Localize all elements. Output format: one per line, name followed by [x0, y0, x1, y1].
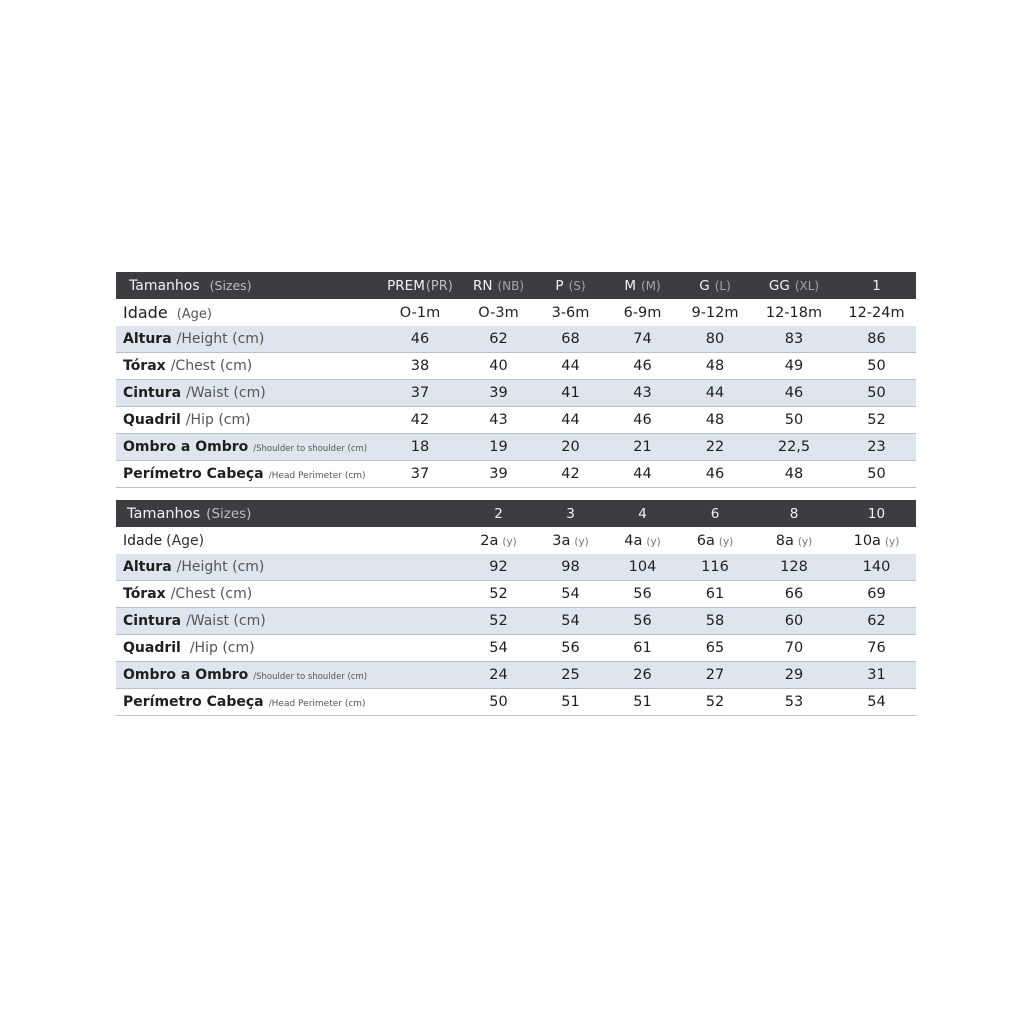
table-cell: 25 [535, 662, 606, 689]
age-cell: 10a (y) [837, 527, 916, 554]
age-cell: 12-24m [837, 299, 916, 326]
row-label: Tórax /Chest (cm) [116, 581, 462, 608]
age-cell: 2a (y) [462, 527, 535, 554]
age-label: Idade (Age) [116, 299, 378, 326]
table-cell: 83 [751, 326, 837, 353]
age-cell: 9-12m [679, 299, 751, 326]
table-cell: 128 [751, 554, 837, 581]
table-cell: 62 [837, 608, 916, 635]
table-cell: 46 [679, 461, 751, 488]
table-cell: 44 [535, 353, 606, 380]
age-cell: 6a (y) [679, 527, 751, 554]
table-cell: 27 [679, 662, 751, 689]
table-cell: 56 [535, 635, 606, 662]
size-col-header: PREM(PR) [378, 272, 462, 299]
table-row [116, 434, 916, 461]
table-cell: 48 [751, 461, 837, 488]
table-cell: 74 [606, 326, 679, 353]
sizes-label: Tamanhos [127, 505, 201, 522]
table-cell: 44 [679, 380, 751, 407]
table-row [116, 407, 916, 434]
table-cell: 48 [679, 407, 751, 434]
table-cell: 43 [462, 407, 535, 434]
row-label: Ombro a Ombro /Shoulder to shoulder (cm) [116, 662, 462, 689]
table-row [116, 326, 916, 353]
sizes-label-sub: (Sizes) [209, 277, 252, 293]
row-label: Perímetro Cabeça /Head Perimeter (cm) [116, 461, 378, 488]
row-label: Quadril /Hip (cm) [116, 635, 462, 662]
age-cell: 6-9m [606, 299, 679, 326]
table-cell: 61 [606, 635, 679, 662]
table-cell: 51 [535, 689, 606, 716]
size-col-header: 6 [679, 500, 751, 527]
table-cell: 68 [535, 326, 606, 353]
table-header-row [116, 500, 916, 527]
row-label: Altura /Height (cm) [116, 554, 462, 581]
size-col-header: G (L) [679, 272, 751, 299]
table-cell: 38 [378, 353, 462, 380]
table-cell: 53 [751, 689, 837, 716]
table-cell: 52 [837, 407, 916, 434]
size-col-header: 1 [837, 272, 916, 299]
table-row [116, 689, 916, 716]
table-cell: 50 [837, 380, 916, 407]
size-col-header: 4 [606, 500, 679, 527]
size-col-header: 3 [535, 500, 606, 527]
table-cell: 50 [837, 461, 916, 488]
age-row [116, 299, 916, 326]
age-cell: 8a (y) [751, 527, 837, 554]
table-row [116, 380, 916, 407]
row-label: Cintura /Waist (cm) [116, 608, 462, 635]
size-col-header: P (S) [535, 272, 606, 299]
table-cell: 69 [837, 581, 916, 608]
table-cell: 52 [462, 581, 535, 608]
table-cell: 54 [535, 581, 606, 608]
table-cell: 116 [679, 554, 751, 581]
age-label: Idade (Age) [116, 527, 462, 554]
table-cell: 44 [606, 461, 679, 488]
table-cell: 26 [606, 662, 679, 689]
table-cell: 20 [535, 434, 606, 461]
size-col-header: RN (NB) [462, 272, 535, 299]
table-cell: 80 [679, 326, 751, 353]
table-cell: 56 [606, 608, 679, 635]
size-col-header: 8 [751, 500, 837, 527]
table-cell: 61 [679, 581, 751, 608]
table-header-row [116, 272, 916, 299]
table-cell: 29 [751, 662, 837, 689]
table-cell: 54 [462, 635, 535, 662]
row-label: Ombro a Ombro /Shoulder to shoulder (cm) [116, 434, 378, 461]
table-cell: 140 [837, 554, 916, 581]
table-cell: 60 [751, 608, 837, 635]
table-cell: 52 [462, 608, 535, 635]
table-cell: 43 [606, 380, 679, 407]
table-cell: 65 [679, 635, 751, 662]
table-cell: 31 [837, 662, 916, 689]
table-cell: 50 [462, 689, 535, 716]
sizes-header-label [116, 272, 378, 299]
table-cell: 54 [535, 608, 606, 635]
size-table-infant [116, 272, 916, 488]
sizes-header-label [116, 500, 462, 527]
age-row [116, 527, 916, 554]
row-label: Tórax /Chest (cm) [116, 353, 378, 380]
table-cell: 62 [462, 326, 535, 353]
table-cell: 49 [751, 353, 837, 380]
table-cell: 39 [462, 461, 535, 488]
size-col-header: GG (XL) [751, 272, 837, 299]
size-table-kids [116, 500, 916, 716]
age-cell: 3-6m [535, 299, 606, 326]
table-cell: 56 [606, 581, 679, 608]
table-cell: 22,5 [751, 434, 837, 461]
table-cell: 41 [535, 380, 606, 407]
table-cell: 52 [679, 689, 751, 716]
table-cell: 18 [378, 434, 462, 461]
age-cell: O-1m [378, 299, 462, 326]
sizes-label-sub: (Sizes) [206, 505, 252, 522]
table-cell: 42 [535, 461, 606, 488]
table-row [116, 461, 916, 488]
table-cell: 51 [606, 689, 679, 716]
table-cell: 46 [606, 407, 679, 434]
size-col-header: M (M) [606, 272, 679, 299]
table-cell: 98 [535, 554, 606, 581]
table-row [116, 353, 916, 380]
table-row [116, 554, 916, 581]
table-cell: 37 [378, 380, 462, 407]
table-row [116, 608, 916, 635]
table-cell: 24 [462, 662, 535, 689]
table-cell: 92 [462, 554, 535, 581]
size-col-header: 2 [462, 500, 535, 527]
table-cell: 46 [751, 380, 837, 407]
table-row [116, 581, 916, 608]
size-col-header: 10 [837, 500, 916, 527]
age-cell: 3a (y) [535, 527, 606, 554]
table-cell: 70 [751, 635, 837, 662]
age-cell: 4a (y) [606, 527, 679, 554]
table-cell: 22 [679, 434, 751, 461]
row-label: Cintura /Waist (cm) [116, 380, 378, 407]
table-cell: 44 [535, 407, 606, 434]
table-cell: 21 [606, 434, 679, 461]
table-cell: 86 [837, 326, 916, 353]
table-cell: 50 [837, 353, 916, 380]
table-row [116, 662, 916, 689]
table-row [116, 635, 916, 662]
row-label: Quadril /Hip (cm) [116, 407, 378, 434]
table-cell: 66 [751, 581, 837, 608]
table-cell: 39 [462, 380, 535, 407]
table-cell: 19 [462, 434, 535, 461]
table-cell: 50 [751, 407, 837, 434]
table-cell: 40 [462, 353, 535, 380]
row-label: Perímetro Cabeça /Head Perimeter (cm) [116, 689, 462, 716]
age-cell: O-3m [462, 299, 535, 326]
table-cell: 46 [606, 353, 679, 380]
table-cell: 37 [378, 461, 462, 488]
table-cell: 23 [837, 434, 916, 461]
table-cell: 42 [378, 407, 462, 434]
age-cell: 12-18m [751, 299, 837, 326]
table-cell: 48 [679, 353, 751, 380]
table-cell: 104 [606, 554, 679, 581]
table-cell: 54 [837, 689, 916, 716]
table-cell: 46 [378, 326, 462, 353]
row-label: Altura /Height (cm) [116, 326, 378, 353]
sizes-label: Tamanhos [129, 277, 200, 294]
table-cell: 58 [679, 608, 751, 635]
table-cell: 76 [837, 635, 916, 662]
